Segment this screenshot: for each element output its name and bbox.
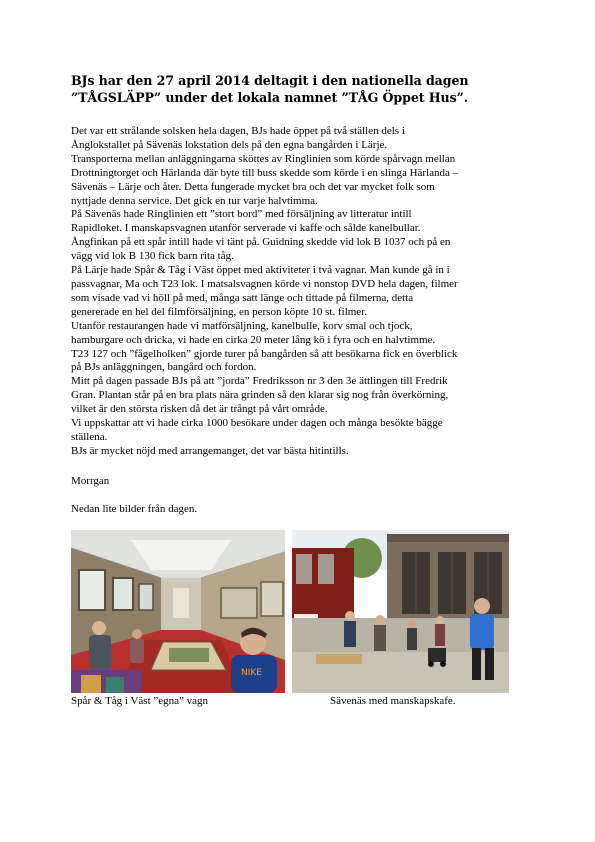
- body-line: På Lärje hade Spår & Tåg i Väst öppet med aktiviteter i två vagnar. Man kunde gå in i: [71, 264, 450, 277]
- body-line: Mitt på dagen passade BJs på att ”jorda” Fredriksson nr 3 den 3e ättlingen till Fredrik: [71, 375, 448, 388]
- title-line-2: ”TÅGSLÄPP” under det lokala namnet ”TÅG Öppet Hus”.: [71, 90, 469, 105]
- savenas-yard-image: [292, 530, 509, 693]
- images-intro: Nedan lite bilder från dagen.: [71, 503, 198, 515]
- caption-photo1: Spår & Tåg i Väst ”egna” vagn: [71, 695, 209, 707]
- body-line: Ånglokstallet på Sävenäs lokstation dels på den egna bangården i Lärje.: [71, 138, 388, 151]
- body-line: BJs är mycket nöjd med arrangemanget, det var bästa hitintills.: [71, 444, 349, 457]
- body-line: Transporterna mellan anläggningarna sköttes av Ringlinien som körde spårvagn mellan: [71, 152, 456, 165]
- body-line: Ångfinkan på ett spår intill hade vi tänt på. Guidning skedde vid lok B 1037 och på en: [71, 236, 451, 249]
- body-line: Drottningtorget och Härlanda där byte till buss skedde som körde i en slinga Härlanda –: [71, 166, 459, 179]
- body-line: Utanför restaurangen hade vi matförsäljning, kanelbulle, korv smal och tjock,: [71, 319, 413, 332]
- body-line: vilket är den största risken då det är trångt på vårt område.: [71, 403, 328, 416]
- caption-photo2: Sävenäs med manskapskafe.: [330, 695, 456, 707]
- body-line: passvagnar, Ma och T23 lok. I matsalsvagnen körde vi nonstop DVD hela dagen, filmer: [71, 277, 458, 290]
- body-line: På Sävenäs hade Ringlinien ett ”stort bord” med försäljning av litteratur intill: [71, 208, 412, 221]
- body-line: genererade en hel del filmförsäljning, en person köpte 10 st. filmer.: [71, 305, 367, 318]
- body-line: hamburgare och dricka, vi hade en cirka 20 meter lång kö i fyra och en halvtimme.: [71, 333, 436, 346]
- body-line: Sävenäs – Lärje och åter. Detta fungerade mycket bra och det var mycket folk som: [71, 180, 435, 193]
- article-title: [71, 72, 541, 106]
- body-line: nyttjade denna service. Det gick en tur varje halvtimma.: [71, 194, 318, 207]
- body-line: Det var ett strålande solsken hela dagen, BJs hade öppet på två ställen dels i: [71, 125, 405, 137]
- signature: Morrgan: [71, 475, 110, 487]
- body-line: vägg vid lok B 130 fick barn rita tåg.: [71, 250, 234, 263]
- body-line: Rapidloket. I manskapsvagnen utanför serverade vi kaffe och sålde kanelbullar.: [71, 222, 421, 235]
- article-body: [71, 125, 541, 459]
- photo-savenas-yard: [292, 530, 509, 693]
- photo-train-interior: [71, 530, 285, 693]
- body-line: ställena.: [71, 430, 108, 443]
- body-line: T23 127 och ”fågelholken” gjorde turer på bangården så att besökarna fick en överblick: [71, 347, 458, 360]
- body-line: på BJs anläggningen, bangård och fordon.: [71, 361, 257, 374]
- body-line: Vi uppskattar att vi hade cirka 1000 besökare under dagen och många besökte bägge: [71, 417, 443, 430]
- train-interior-image: [71, 530, 285, 693]
- title-line-1: BJs har den 27 april 2014 deltagit i den nationella dagen: [71, 73, 469, 88]
- body-line: Gran. Plantan står på en bra plats nära grinden så den klarar sig nog från överkörning,: [71, 389, 449, 402]
- body-line: som visade vad vi höll på med, många satt länge och tittade på filmerna, detta: [71, 291, 414, 304]
- svg-text:NIKE: NIKE: [241, 668, 262, 678]
